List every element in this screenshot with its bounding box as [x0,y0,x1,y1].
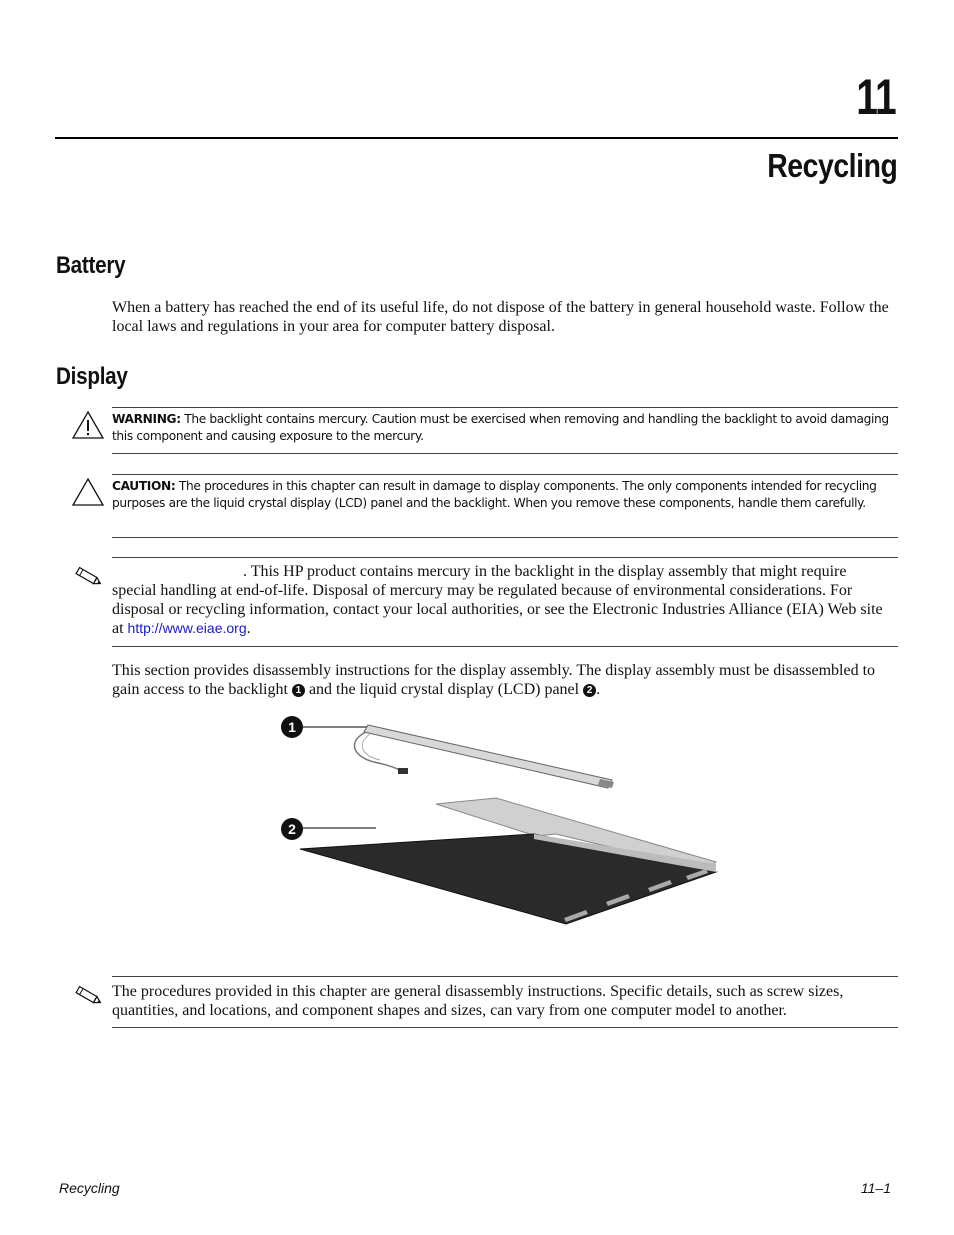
chapter-number: 11 [856,69,896,125]
display-heading: Display [56,363,128,390]
warning-top-rule [112,407,898,408]
intro-callout-1: 1 [292,684,305,697]
note1-notice [112,563,892,639]
intro-part2: and the liquid crystal display (LCD) panel [308,681,580,698]
note1-text: . This HP product contains mercury in the backlight in the display assembly that might require special handling at end-of-life. Disposal of mercury may be regulated because of environmental considerations. For disposal or recycling information, contact your local authorities, or see the Electronic Industries Alliance (EIA) Web site at [112,563,883,638]
footer-left: Recycling [59,1180,120,1196]
note1-top-rule [112,557,898,558]
caution-bottom-rule [112,537,898,538]
intro-part3: . [596,681,601,698]
intro-callout-2: 2 [583,684,596,697]
chapter-rule [55,137,898,139]
pencil-icon [72,566,104,593]
battery-text: When a battery has reached the end of its useful life, do not dispose of the battery in general household waste. Follow the local laws and regulations in your area for computer battery disposal. [112,299,889,335]
warning-bottom-rule [112,453,898,454]
intro-part1: This section provides disassembly instructions for the display assembly. The display assembly must be disassembled to gain access to the backlight [112,662,876,698]
page-number: 11–1 [860,1180,891,1196]
figure-callout-2: 2 [288,821,296,837]
pencil-icon [72,985,104,1012]
caution-label: CAUTION: [112,479,176,493]
figure-callout-1: 1 [288,719,296,735]
battery-heading: Battery [56,252,126,279]
note1-end: . [246,620,251,638]
backlight-part [354,725,614,788]
eia-link[interactable]: http://www.eiae.org [127,620,247,637]
warning-label: WARNING: [112,412,181,426]
note2-bottom-rule [112,1027,898,1028]
note1-bottom-rule [112,646,898,647]
chapter-title: Recycling [766,147,897,184]
warning-icon [71,410,105,445]
caution-notice [112,478,898,511]
caution-top-rule [112,474,898,475]
display-intro [112,661,902,699]
warning-notice [112,411,898,444]
note2-text: The procedures provided in this chapter are general disassembly instructions. Specific details, such as screw sizes, quantities, and locations, and component shapes and sizes, can vary from one computer model to another. [112,983,844,1019]
note2-top-rule [112,976,898,977]
lcd-panel-part [300,798,716,924]
warning-text: The backlight contains mercury. Caution must be exercised when removing and handling the backlight to avoid damaging this component and causing exposure to the mercury. [112,412,889,443]
display-figure [276,712,726,937]
caution-icon [71,477,105,512]
caution-text: The procedures in this chapter can result in damage to display components. The only components intended for recycling purposes are the liquid crystal display (LCD) panel and the backlight. When you remove these components, handle them carefully. [112,479,877,510]
